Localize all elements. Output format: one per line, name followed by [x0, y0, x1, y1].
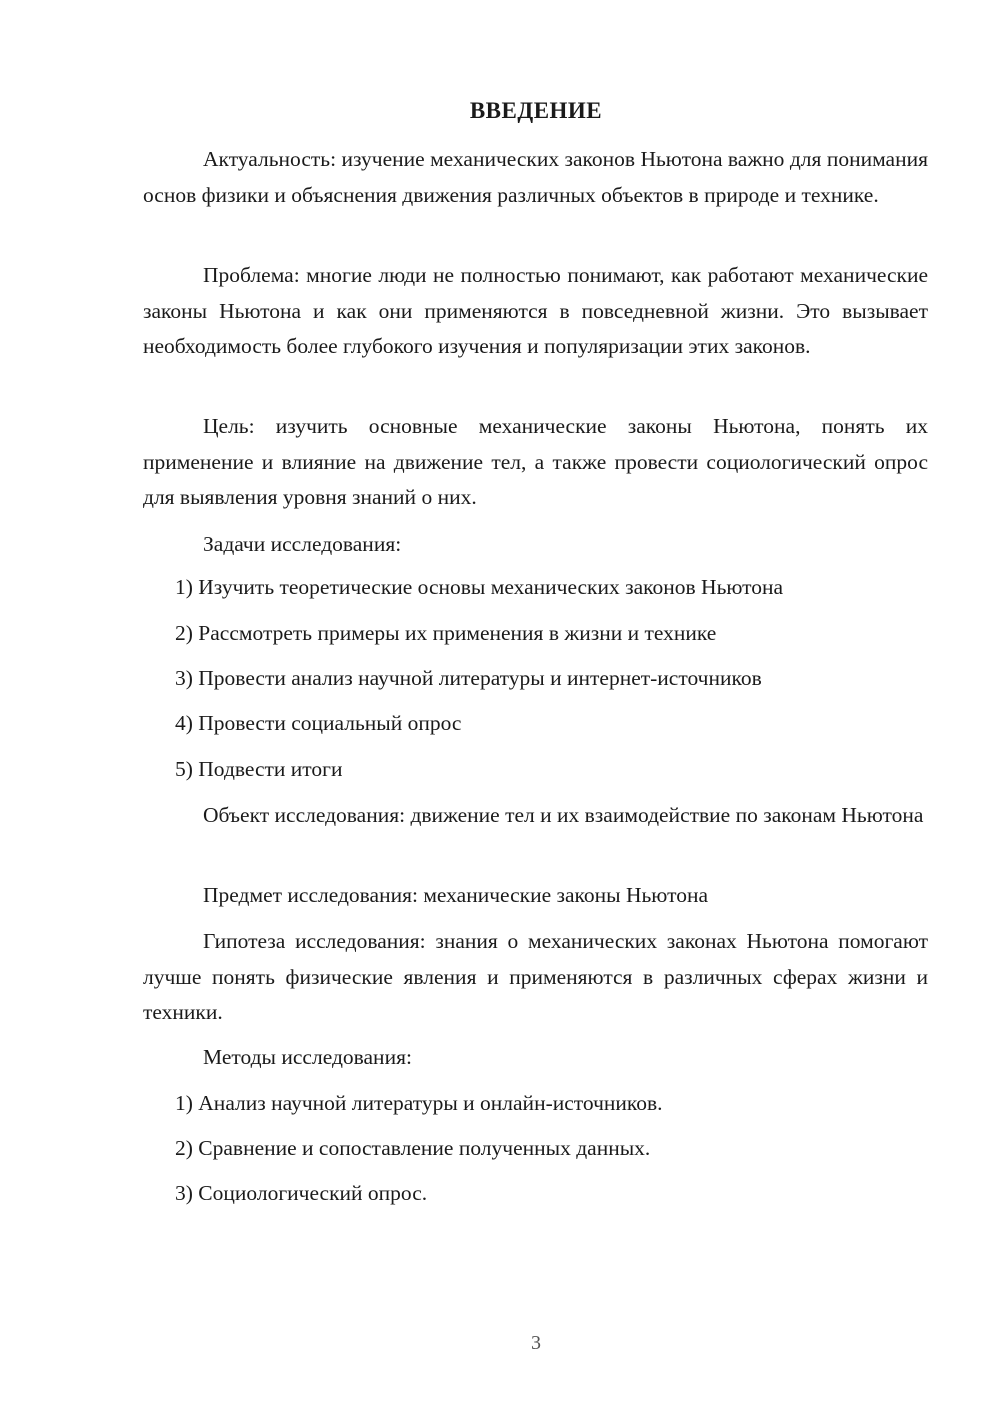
page-number: 3 — [531, 1332, 541, 1354]
relevance-paragraph: Актуальность: изучение механических законов Ньютона важно для понимания основ физики и объяснения движения различных объектов в природе и технике. — [143, 147, 928, 207]
method-item: 3) Социологический опрос. — [175, 1181, 428, 1205]
problem-paragraph: Проблема: многие люди не полностью понимают, как работают механические законы Ньютона и как они применяются в повседневной жизни. Это вызывает необходимость более глубокого изучения и популяризации этих законов. — [143, 263, 928, 358]
task-item: 4) Провести социальный опрос — [175, 711, 462, 735]
method-item: 1) Анализ научной литературы и онлайн-источников. — [175, 1091, 663, 1115]
methods-heading: Методы исследования: — [203, 1045, 412, 1069]
object-paragraph: Объект исследования: движение тел и их взаимодействие по законам Ньютона — [203, 803, 924, 827]
hypothesis-paragraph: Гипотеза исследования: знания о механических законах Ньютона помогают лучше понять физические явления и применяются в различных сферах жизни и техники. — [143, 929, 928, 1024]
task-item: 1) Изучить теоретические основы механических законов Ньютона — [175, 575, 784, 599]
method-item: 2) Сравнение и сопоставление полученных данных. — [175, 1136, 651, 1160]
subject-paragraph: Предмет исследования: механические законы Ньютона — [203, 883, 708, 907]
task-item: 2) Рассмотреть примеры их применения в жизни и технике — [175, 621, 717, 645]
task-item: 3) Провести анализ научной литературы и интернет-источников — [175, 666, 762, 690]
page-title: ВВЕДЕНИЕ — [469, 98, 603, 123]
goal-paragraph: Цель: изучить основные механические законы Ньютона, понять их применение и влияние на движение тел, а также провести социологический опрос для выявления уровня знаний о них. — [143, 414, 928, 509]
task-item: 5) Подвести итоги — [175, 757, 343, 781]
tasks-heading: Задачи исследования: — [203, 532, 402, 556]
